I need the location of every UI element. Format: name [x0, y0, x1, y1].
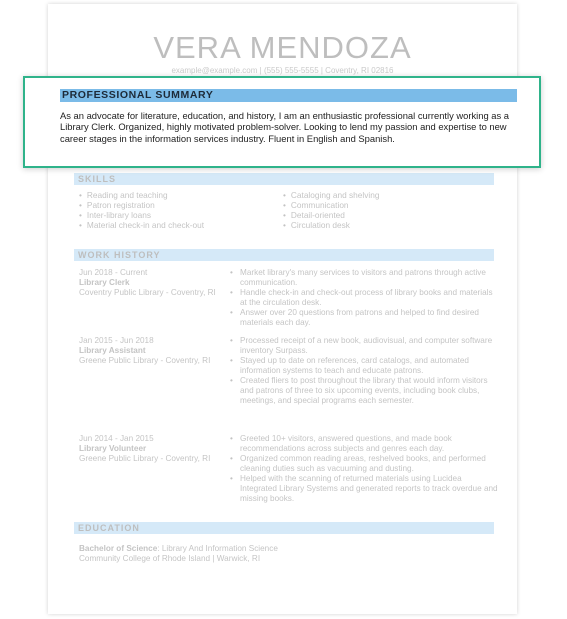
work-bullet: • Answer over 20 questions from patrons and helped to find desired materials each day. — [230, 308, 498, 328]
work-bullet: • Greeted 10+ visitors, answered questions, and made book recommendations across subjects and genres each day. — [230, 434, 498, 454]
skill-item: • Reading and teaching — [79, 190, 204, 200]
work-role: Library Volunteer — [79, 444, 147, 453]
education-school: Community College of Rhode Island | Warwick, RI — [79, 554, 261, 563]
work-bullet: • Helped with the scanning of returned materials using Lucidea Integrated Library Systems and generated reports to track overdue and missing books. — [230, 474, 498, 504]
work-bullet: • Processed receipt of a new book, audiovisual, and computer software inventory Surpass. — [230, 336, 498, 356]
skills-left-column — [79, 190, 204, 230]
work-bullet: • Created fliers to post throughout the library that would inform visitors and patrons of three to six upcoming events, including book clubs, meetings, and special programs each semester. — [230, 376, 498, 406]
skill-item: • Material check-in and check-out — [79, 220, 204, 230]
work-dates: Jun 2018 - Current — [79, 268, 148, 277]
skill-item: • Inter-library loans — [79, 210, 204, 220]
work-entry-meta — [79, 336, 224, 366]
work-place: Coventry Public Library - Coventry, RI — [79, 288, 216, 297]
work-place: Greene Public Library - Coventry, RI — [79, 454, 211, 463]
contact-info: example@example.com | (555) 555-5555 | Coventry, RI 02816 — [171, 66, 394, 75]
work-bullets — [230, 268, 498, 328]
summary-text: As an advocate for literature, education, and history, I am an enthusiastic professional currently working as a Library Clerk. Organized, highly motivated problem-solver. Looking to lend my passion and expertise to new career stages in the information services industry. Fluent in English and Spanish. — [60, 110, 510, 144]
candidate-name: VERA MENDOZA — [153, 30, 412, 65]
education-entry — [79, 544, 278, 564]
work-section-title: WORK HISTORY — [78, 250, 161, 260]
skill-item: • Circulation desk — [283, 220, 379, 230]
work-bullets — [230, 336, 498, 406]
work-bullet: • Market library's many services to visitors and patrons through active communication. — [230, 268, 498, 288]
professional-summary-highlight[interactable] — [23, 76, 541, 168]
work-bullet: • Stayed up to date on references, card catalogs, and automated information systems to teach and educate patrons. — [230, 356, 498, 376]
work-dates: Jan 2015 - Jun 2018 — [79, 336, 154, 345]
work-place: Greene Public Library - Coventry, RI — [79, 356, 211, 365]
skills-right-column — [283, 190, 379, 230]
skill-item: • Detail-oriented — [283, 210, 379, 220]
skills-section-bar — [74, 173, 494, 185]
education-degree — [79, 544, 278, 554]
work-role: Library Assistant — [79, 346, 146, 355]
work-dates: Jun 2014 - Jan 2015 — [79, 434, 154, 443]
skill-item: • Cataloging and shelving — [283, 190, 379, 200]
work-entry-meta — [79, 268, 224, 298]
work-bullets — [230, 434, 498, 504]
skills-section-title: SKILLS — [78, 174, 117, 184]
work-bullet: • Organized common reading areas, reshelved books, and performed cleaning duties such as vacuuming and dusting. — [230, 454, 498, 474]
work-role: Library Clerk — [79, 278, 130, 287]
skill-item: • Communication — [283, 200, 379, 210]
summary-section-title: PROFESSIONAL SUMMARY — [62, 89, 214, 101]
skill-item: • Patron registration — [79, 200, 204, 210]
degree-label: Bachelor of Science — [79, 544, 158, 553]
work-bullet: • Handle check-in and check-out process of library books and materials at the circulation desk. — [230, 288, 498, 308]
education-section-title: EDUCATION — [78, 523, 140, 533]
work-entry-meta — [79, 434, 224, 464]
degree-field: : Library And Information Science — [157, 544, 278, 553]
